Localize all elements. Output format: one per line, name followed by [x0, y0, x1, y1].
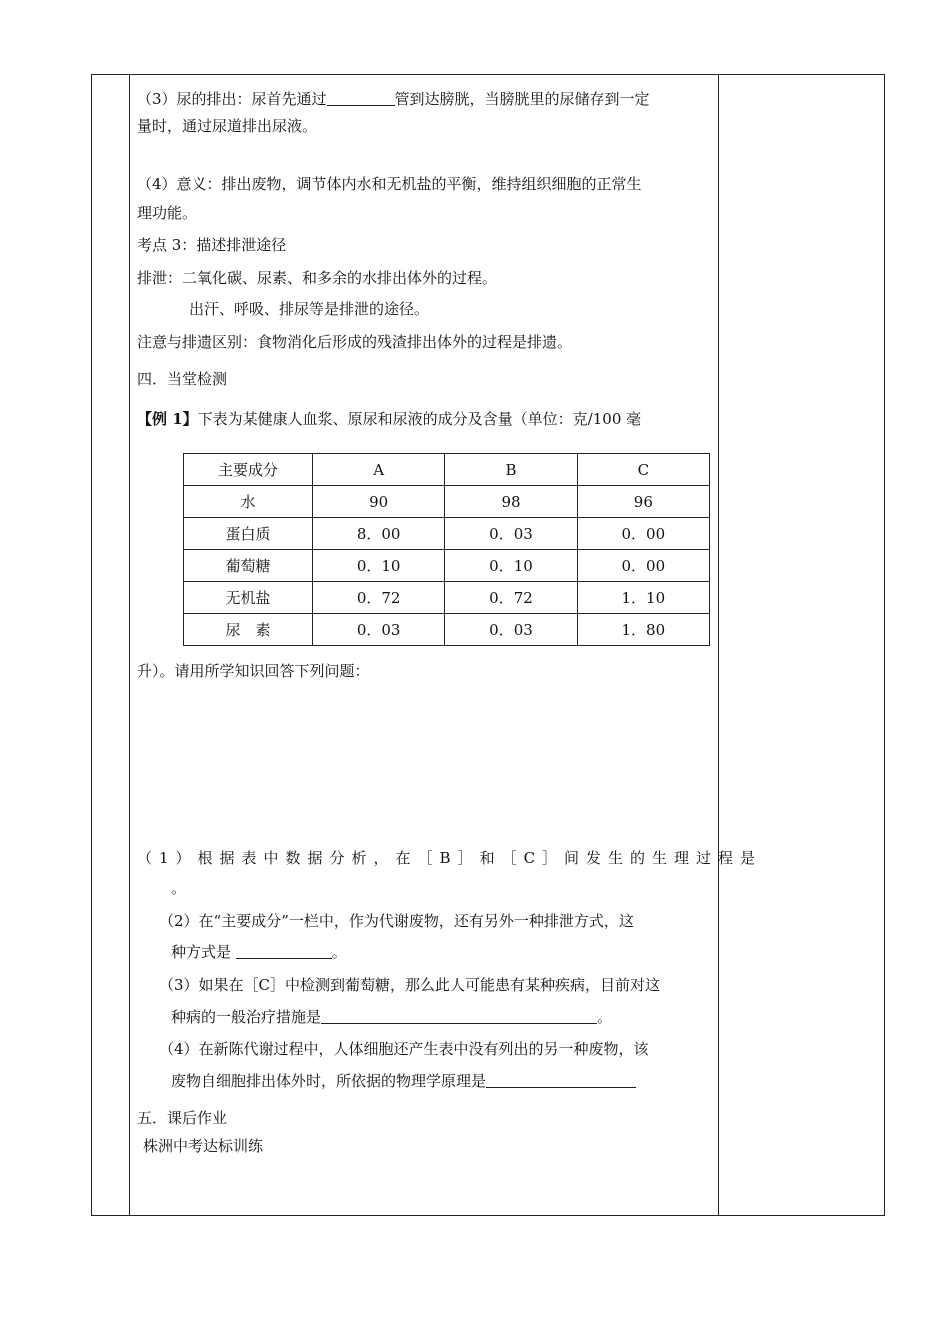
table-row: [184, 582, 710, 614]
table-cell: 8．00: [313, 518, 445, 550]
table-header-cell: A: [313, 454, 445, 486]
question2-line1: （2）在“主要成分”一栏中，作为代谢废物，还有另外一种排泄方式，这: [159, 912, 634, 930]
table-cell: 蛋白质: [184, 518, 313, 550]
question3-line1: （3）如果在［C］中检测到葡萄糖，那么此人可能患有某种疾病，目前对这: [159, 976, 661, 994]
left-column-divider: [129, 75, 130, 1215]
table-row: [184, 550, 710, 582]
blank-fill-4: [486, 1071, 636, 1088]
table-cell: 0．03: [445, 518, 577, 550]
table-cell: 1．80: [577, 614, 709, 646]
table-header-cell: C: [577, 454, 709, 486]
table-cell: 1．10: [577, 582, 709, 614]
table-cell: 96: [577, 486, 709, 518]
right-column-divider: [718, 75, 719, 1215]
table-header-cell: 主要成分: [184, 454, 313, 486]
section5-heading: 五．课后作业: [137, 1109, 228, 1127]
table-cell: 0．03: [313, 614, 445, 646]
table-row: [184, 518, 710, 550]
blank-fill-2: [236, 942, 332, 959]
question2-line2: 种方式是 。: [171, 943, 347, 961]
paixie-definition: 排泄：二氧化碳、尿素、和多余的水排出体外的过程。: [137, 269, 498, 287]
table-cell: 尿 素: [184, 614, 313, 646]
blank-fill-1: [327, 89, 395, 106]
homework-item: 株洲中考达标训练: [143, 1137, 264, 1155]
composition-table: [183, 453, 710, 646]
table-cell: 葡萄糖: [184, 550, 313, 582]
question1-line1: （1）根据表中数据分析，在［B］和［C］间发生的生理过程是: [137, 849, 763, 867]
table-cell: 0．10: [445, 550, 577, 582]
question4-line1: （4）在新陈代谢过程中，人体细胞还产生表中没有列出的另一种废物，该: [159, 1040, 649, 1058]
item3-line2: 量时，通过尿道排出尿液。: [137, 117, 318, 135]
table-cell: 0．10: [313, 550, 445, 582]
paixie-ways: 出汗、呼吸、排尿等是排泄的途径。: [189, 300, 430, 318]
item4-line2: 理功能。: [137, 204, 198, 222]
table-cell: 98: [445, 486, 577, 518]
table-cell: 0．72: [445, 582, 577, 614]
table-header-row: [184, 454, 710, 486]
kaodian3-heading: 考点 3：描述排泄途径: [137, 236, 287, 254]
table-cell: 0．72: [313, 582, 445, 614]
table-header-cell: B: [445, 454, 577, 486]
blank-fill-3: [321, 1007, 597, 1024]
table-cell: 无机盐: [184, 582, 313, 614]
table-cell: 90: [313, 486, 445, 518]
example1-line2: 升）。请用所学知识回答下列问题：: [137, 662, 370, 680]
table-cell: 水: [184, 486, 313, 518]
question4-line2: 废物自细胞排出体外时，所依据的物理学原理是: [171, 1070, 636, 1092]
item3-line1: （3）尿的排出：尿首先通过 管到达膀胱，当膀胱里的尿储存到一定: [137, 90, 650, 108]
question3-line2: 种病的一般治疗措施是 。: [171, 1008, 613, 1026]
table-cell: 0．00: [577, 518, 709, 550]
item4-line1: （4）意义：排出废物，调节体内水和无机盐的平衡，维持组织细胞的正常生: [137, 175, 642, 193]
table-row: [184, 486, 710, 518]
table-cell: 0．03: [445, 614, 577, 646]
section4-heading: 四．当堂检测: [137, 370, 228, 388]
table-row: [184, 614, 710, 646]
example1-line1: 【例 1】下表为某健康人血浆、原尿和尿液的成分及含量（单位：克/100 毫: [137, 410, 642, 428]
question1-line2: 。: [171, 879, 187, 897]
paiyi-note: 注意与排遗区别：食物消化后形成的残渣排出体外的过程是排遗。: [137, 333, 573, 351]
table-cell: 0．00: [577, 550, 709, 582]
